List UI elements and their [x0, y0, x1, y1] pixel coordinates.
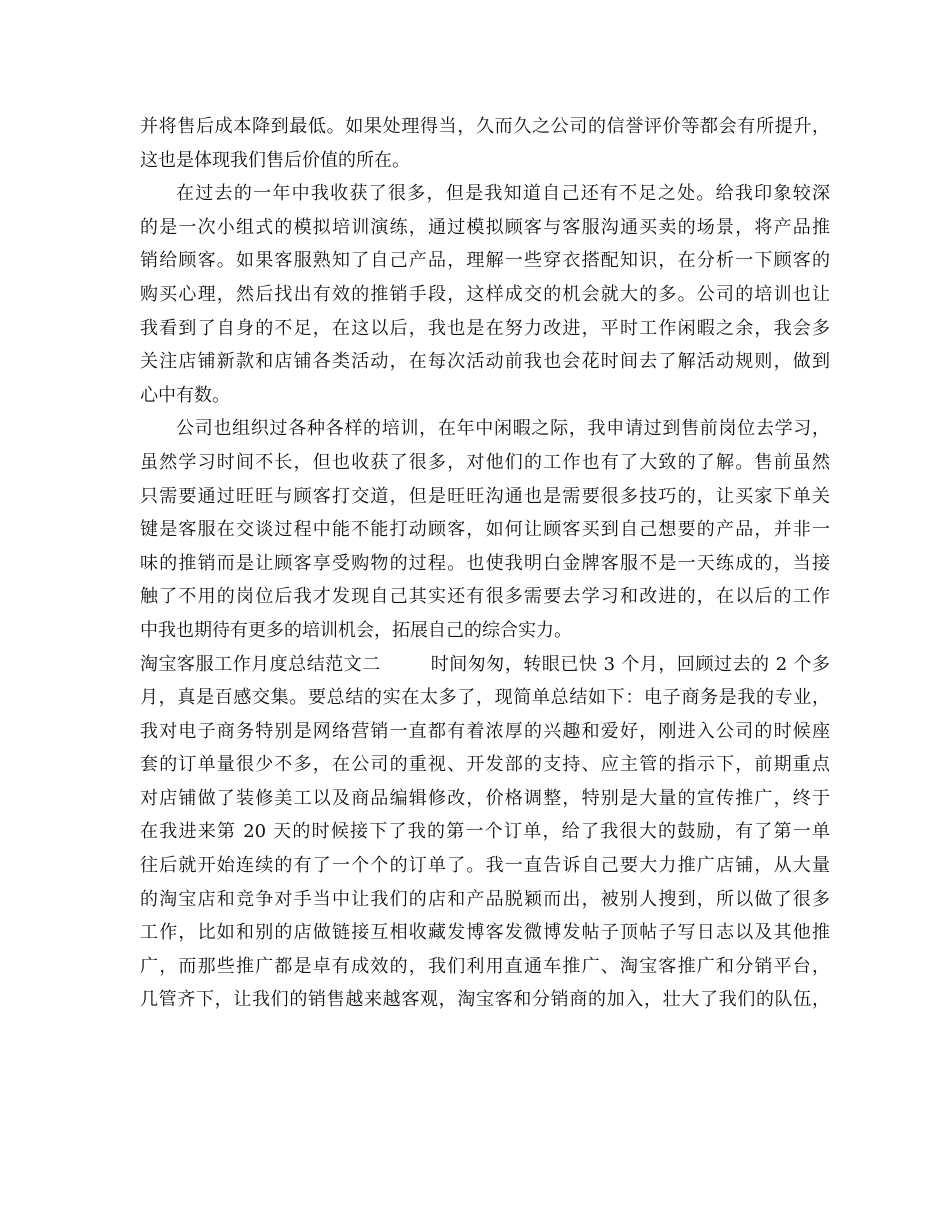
text-line: 几管齐下，让我们的销售越来越客观，淘宝客和分销商的加入，壮大了我们的队伍，	[140, 989, 830, 1011]
text-line: 销给顾客。如果客服熟知了自己产品，理解一些穿衣搭配知识，在分析一下顾客的	[140, 250, 830, 272]
text-line: 中我也期待有更多的培训机会，拓展自己的综合实力。	[140, 619, 572, 641]
text-line: 购买心理，然后找出有效的推销手段，这样成交的机会就大的多。公司的培训也让	[140, 283, 830, 305]
text-line: 公司也组织过各种各样的培训，在年中闲暇之际，我申请过到售前岗位去学习，	[176, 418, 830, 440]
text-line: 的是一次小组式的模拟培训演练，通过模拟顾客与客服沟通买卖的场景，将产品推	[140, 216, 830, 238]
text-line: 对店铺做了装修美工以及商品编辑修改，价格调整，特别是大量的宣传推广，终于	[140, 787, 830, 809]
text-line: 虽然学习时间不长，但也收获了很多，对他们的工作也有了大致的了解。售前虽然	[140, 451, 830, 473]
text-line: 月，真是百感交集。要总结的实在太多了，现简单总结如下：电子商务是我的专业，	[140, 687, 830, 709]
text-line: 我看到了自身的不足，在这以后，我也是在努力改进，平时工作闲暇之余，我会多	[140, 317, 830, 339]
text-line: 我对电子商务特别是网络营销一直都有着浓厚的兴趣和爱好，刚进入公司的时候座	[140, 720, 830, 742]
text-line: 关注店铺新款和店铺各类活动，在每次活动前我也会花时间去了解活动规则，做到	[140, 351, 830, 373]
text-line: 在我进来第 20 天的时候接下了我的第一个订单，给了我很大的鼓励，有了第一单	[140, 821, 830, 843]
text-line: 往后就开始连续的有了一个个的订单了。我一直告诉自己要大力推广店铺，从大量	[140, 855, 830, 877]
text-line: 工作，比如和别的店做链接互相收藏发博客发微博发帖子顶帖子写日志以及其他推	[140, 922, 830, 944]
text-line: 触了不用的岗位后我才发现自己其实还有很多需要去学习和改进的，在以后的工作	[140, 586, 830, 608]
text-line: 并将售后成本降到最低。如果处理得当，久而久之公司的信誉评价等都会有所提升，	[140, 116, 830, 137]
text-line: 心中有数。	[140, 384, 230, 406]
text-line: 味的推销而是让顾客享受购物的过程。也使我明白金牌客服不是一天练成的，当接	[140, 552, 830, 574]
text-line: 只需要通过旺旺与顾客打交道，但是旺旺沟通也是需要很多技巧的，让买家下单关	[140, 485, 830, 507]
text-line: 广，而那些推广都是卓有成效的，我们利用直通车推广、淘宝客推广和分销平台，	[140, 955, 830, 977]
text-line: 淘宝客服工作月度总结范文二 时间匆匆，转眼已快 3 个月，回顾过去的 2 个多	[140, 653, 830, 675]
text-line: 键是客服在交谈过程中能不能打动顾客，如何让顾客买到自己想要的产品，并非一	[140, 519, 830, 541]
text-line: 这也是体现我们售后价值的所在。	[140, 149, 410, 171]
text-line: 在过去的一年中我收获了很多，但是我知道自己还有不足之处。给我印象较深	[176, 183, 830, 205]
document-body	[140, 110, 830, 1017]
text-line: 套的订单量很少不多，在公司的重视、开发部的支持、应主管的指示下，前期重点	[140, 754, 830, 776]
text-line: 的淘宝店和竞争对手当中让我们的店和产品脱颖而出，被别人搜到，所以做了很多	[140, 888, 830, 910]
